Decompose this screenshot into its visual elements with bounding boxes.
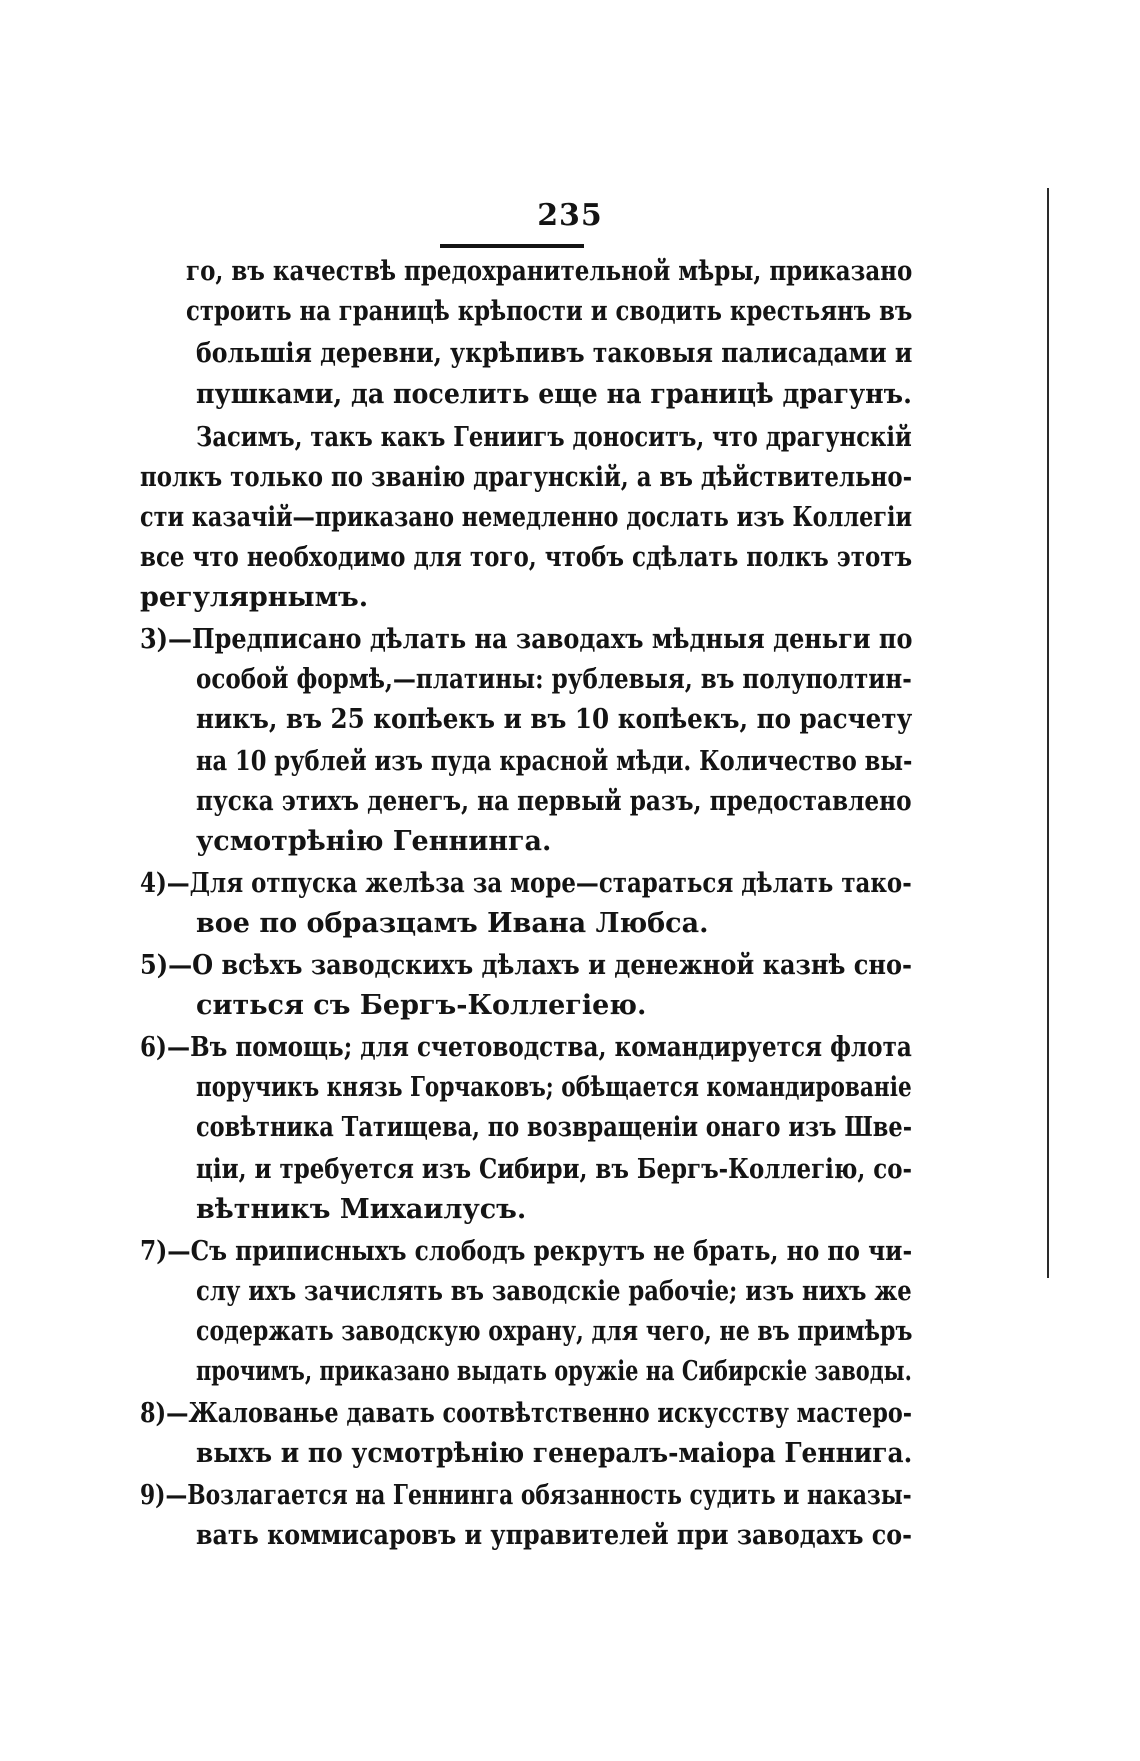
text-line: на 10 рублей изъ пуда красной мѣди. Количество вы- [196, 746, 913, 777]
page-number: 235 [537, 198, 603, 233]
text-line: выхъ и по усмотрѣнію генералъ-маіора Геннига. [196, 1438, 913, 1469]
text-line: вѣтникъ Михаилусъ. [196, 1194, 527, 1225]
text-line: 5)—О всѣхъ заводскихъ дѣлахъ и денежной казнѣ сно- [140, 950, 913, 981]
text-line: вое по образцамъ Ивана Любса. [196, 908, 709, 939]
text-line: регулярнымъ. [140, 582, 369, 613]
text-line: Засимъ, такъ какъ Гениигъ доноситъ, что драгунскій [196, 422, 912, 453]
text-line: 8)—Жалованье давать соотвѣтственно искусству мастеро- [140, 1398, 913, 1429]
text-line: ситься съ Бергъ-Коллегіею. [196, 990, 647, 1021]
text-line: пушками, да поселить еще на границѣ драгунъ. [196, 379, 912, 410]
text-line: пуска этихъ денегъ, на первый разъ, предоставлено [196, 786, 912, 817]
text-line: никъ, въ 25 копѣекъ и въ 10 копѣекъ, по расчету [196, 704, 913, 735]
text-line: полкъ только по званію драгунскій, а въ дѣйствительно- [140, 462, 913, 493]
text-line: поручикъ князь Горчаковъ; обѣщается командированіе [196, 1072, 912, 1103]
text-line: большія деревни, укрѣпивъ таковыя палисадами и [196, 338, 913, 369]
text-line: содержать заводскую охрану, для чего, не въ примѣръ [196, 1316, 913, 1347]
text-line: строить на границѣ крѣпости и сводить крестьянъ въ [186, 296, 913, 327]
margin-line [1047, 188, 1049, 1278]
text-line: особой формѣ,—платины: рублевыя, въ полуполтин- [196, 664, 912, 695]
text-line: 6)—Въ помощь; для счетоводства, командируется флота [140, 1032, 912, 1063]
text-line: все что необходимо для того, чтобъ сдѣлать полкъ этотъ [140, 542, 913, 573]
text-line: совѣтника Татищева, по возвращеніи онаго изъ Шве- [196, 1112, 913, 1143]
text-line: слу ихъ зачислять въ заводскіе рабочіе; изъ нихъ же [196, 1276, 912, 1307]
text-line: сти казачій—приказано немедленно дослать изъ Коллегіи [140, 502, 913, 533]
text-line: 4)—Для отпуска желѣза за море—стараться дѣлать тако- [140, 868, 912, 899]
text-line: усмотрѣнію Геннинга. [196, 826, 552, 857]
text-line: 9)—Возлагается на Геннинга обязанность судить и наказы- [140, 1480, 912, 1511]
header-rule [440, 244, 584, 248]
text-line: прочимъ, приказано выдать оружіе на Сибирскіе заводы. [196, 1356, 912, 1387]
text-line: вать коммисаровъ и управителей при заводахъ со- [196, 1520, 912, 1551]
text-line: го, въ качествѣ предохранительной мѣры, приказано [186, 256, 913, 287]
text-line: 7)—Съ приписныхъ слободъ рекрутъ не брать, но по чи- [140, 1236, 913, 1267]
text-line: ціи, и требуется изъ Сибири, въ Бергъ-Коллегію, со- [196, 1154, 913, 1185]
text-line: 3)—Предписано дѣлать на заводахъ мѣдныя деньги по [140, 624, 913, 655]
